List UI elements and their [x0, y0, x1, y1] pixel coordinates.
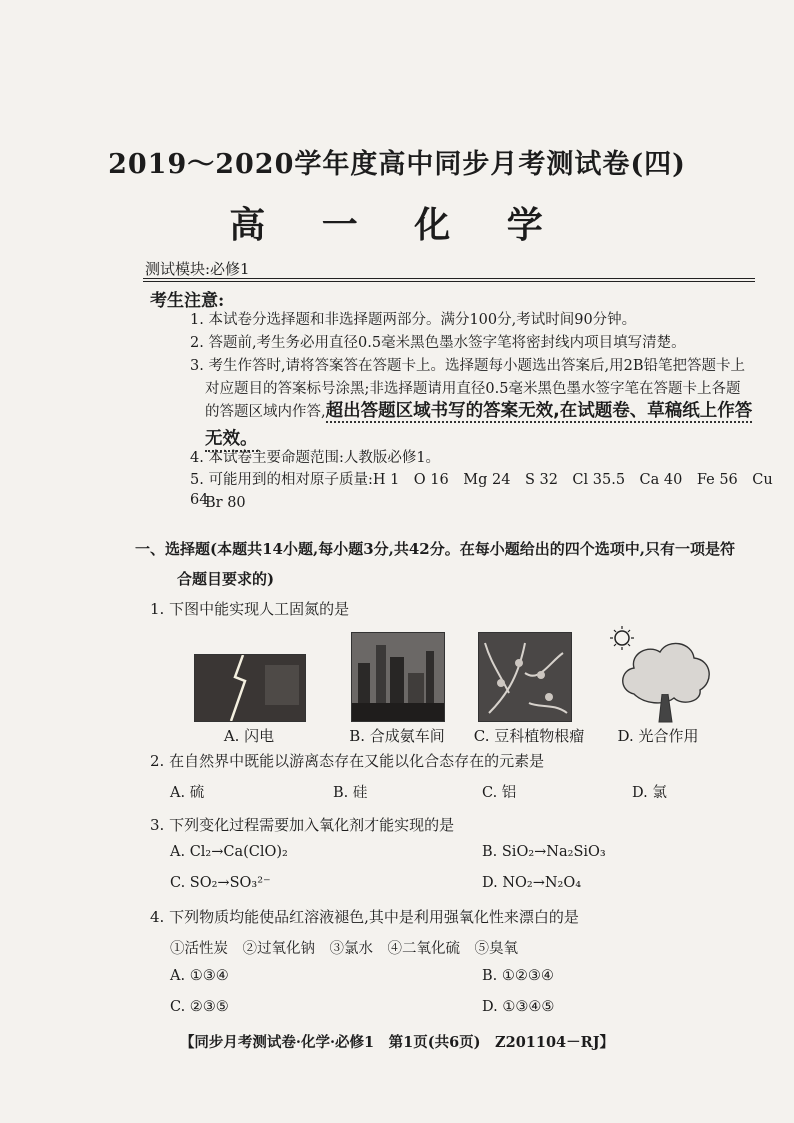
- q4-stem: 4. 下列物质均能使品红溶液褪色,其中是利用强氧化性来漂白的是: [150, 908, 579, 926]
- q3-option-c: C. SO₂→SO₃²⁻: [170, 875, 271, 891]
- notice-item-3-line-3: [205, 401, 752, 422]
- notice-heading: 考生注意:: [150, 291, 225, 311]
- notice-item-3-line-2: 对应题目的答案标号涂黑;非选择题请用直径0.5毫米黑色墨水签字笔在答题卡上各题: [205, 381, 741, 397]
- notice-item-3-line-3a: 的答题区域内作答,: [205, 404, 326, 420]
- root-nodule-photo: [478, 632, 572, 722]
- section-1-heading-line-2: 合题目要求的): [177, 570, 275, 588]
- q2-option-a: A. 硫: [170, 785, 205, 801]
- notice-item-4: 4. 本试卷主要命题范围:人教版必修1。: [190, 450, 441, 466]
- header-rule-2: [143, 281, 755, 282]
- q4-substance-list: ①活性炭 ②过氧化钠 ③氯水 ④二氧化硫 ⑤臭氧: [170, 941, 518, 957]
- q3-option-b: B. SiO₂→Na₂SiO₃: [482, 844, 606, 860]
- ammonia-plant-photo: [351, 632, 445, 722]
- q3-option-a: A. Cl₂→Ca(ClO)₂: [170, 844, 288, 860]
- q3-stem: 3. 下列变化过程需要加入氧化剂才能实现的是: [150, 816, 455, 834]
- q2-stem: 2. 在自然界中既能以游离态存在又能以化合态存在的元素是: [150, 752, 545, 770]
- q4-option-d: D. ①③④⑤: [482, 999, 555, 1015]
- q2-option-c: C. 铝: [482, 785, 517, 801]
- q1-caption-b: B. 合成氨车间: [349, 727, 445, 745]
- q1-caption-d: D. 光合作用: [617, 727, 699, 745]
- page-footer: 【同步月考测试卷·化学·必修1 第1页(共6页) Z201104－RJ】: [179, 1034, 615, 1051]
- lightning-photo: [194, 654, 306, 722]
- q1-stem: 1. 下图中能实现人工固氮的是: [150, 600, 350, 618]
- subject-title: 高 一 化 学: [229, 204, 565, 246]
- test-module: 测试模块:必修1: [145, 260, 250, 278]
- notice-emphasis: 超出答题区域书写的答案无效,在试题卷、草稿纸上作答: [325, 401, 753, 421]
- header-rule: [143, 278, 755, 279]
- q3-option-d: D. NO₂→N₂O₄: [482, 875, 582, 891]
- q2-option-d: D. 氯: [632, 785, 667, 801]
- q4-option-c: C. ②③⑤: [170, 999, 229, 1015]
- q1-caption-c: C. 豆科植物根瘤: [473, 727, 585, 745]
- notice-item-2: 2. 答题前,考生务必用直径0.5毫米黑色墨水签字笔将密封线内项目填写清楚。: [190, 335, 686, 351]
- notice-item-5-line-2: Br 80: [205, 495, 246, 511]
- notice-item-5-line-1: 5. 可能用到的相对原子质量:H 1 O 16 Mg 24 S 32 Cl 35.5 Ca 40 Fe 56 Cu 64: [190, 472, 773, 508]
- section-1-heading: 一、选择题(本题共14小题,每小题3分,共42分。在每小题给出的四个选项中,只有一项是符: [135, 540, 735, 558]
- q4-option-a: A. ①③④: [170, 968, 229, 984]
- q2-option-b: B. 硅: [333, 785, 368, 801]
- notice-item-3-line-1: 3. 考生作答时,请将答案答在答题卡上。选择题每小题选出答案后,用2B铅笔把答题卡上: [190, 358, 746, 374]
- q1-caption-a: A. 闪电: [223, 727, 275, 745]
- notice-emphasis-end: 无效。: [205, 425, 258, 452]
- q4-option-b: B. ①②③④: [482, 968, 554, 984]
- paper-title: 2019～2020学年度高中同步月考测试卷(四): [108, 149, 686, 180]
- photosynthesis-tree-icon: [604, 624, 719, 724]
- notice-item-1: 1. 本试卷分选择题和非选择题两部分。满分100分,考试时间90分钟。: [190, 312, 637, 328]
